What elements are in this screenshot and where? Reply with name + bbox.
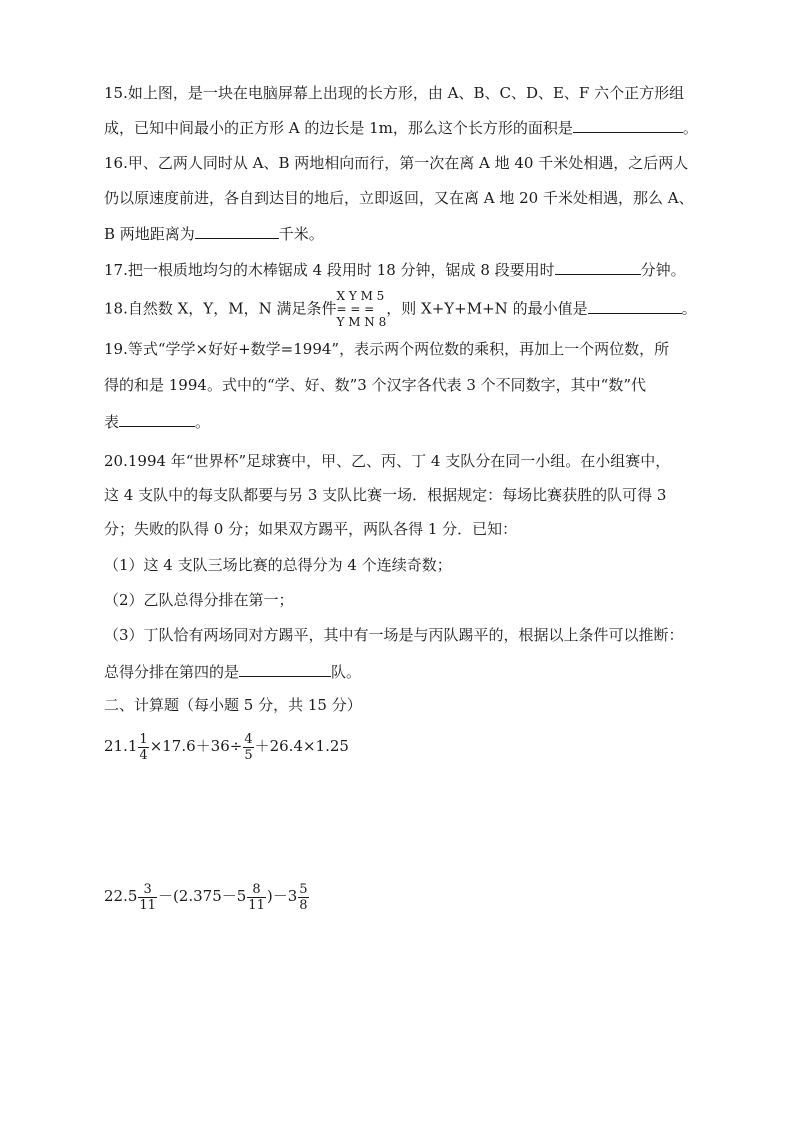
- q20-line-2: [104, 484, 666, 506]
- q15-answer-blank[interactable]: [573, 116, 683, 133]
- section-2-title: 二、计算题（每小题 5 分，共 15 分）: [104, 696, 362, 714]
- q22-fraction-2: [247, 882, 266, 913]
- q20-text-end: 队。: [331, 663, 362, 681]
- q20-condition-3: [104, 624, 684, 646]
- q18-frac-equals: = = =: [336, 302, 375, 316]
- q21-expression: [104, 726, 349, 766]
- q22-frac3-denominator: 8: [299, 897, 308, 913]
- q18-text-prefix: 18.自然数 X，Y，M，N 满足条件: [104, 299, 337, 318]
- q19-text-end: 。: [195, 413, 211, 431]
- q22-frac3-numerator: 5: [299, 881, 308, 897]
- q20-text-2: 这 4 支队中的每支队都要与另 3 支队比赛一场．根据规定：每场比赛获胜的队可得 3: [104, 486, 667, 504]
- q18-line-1: [104, 290, 697, 329]
- q22-expression: [104, 876, 310, 916]
- q18-ratio-fractions: [336, 290, 386, 329]
- q20-line-final: [104, 660, 361, 683]
- q20-answer-blank[interactable]: [239, 660, 331, 677]
- q19-text-3: 表: [104, 413, 120, 431]
- q22-fraction-1: [138, 882, 157, 913]
- q17-answer-blank[interactable]: [555, 258, 641, 275]
- q21-frac1-denominator: 4: [139, 747, 148, 763]
- q15-text-end: 。: [682, 119, 698, 137]
- section-2-heading: [104, 694, 362, 716]
- q20-condition-1-text: （1）这 4 支队三场比赛的总得分为 4 个连续奇数；: [104, 556, 452, 574]
- q22-text-mid2: )－3: [266, 887, 298, 905]
- q20-line-1: [104, 450, 670, 472]
- q21-fraction-2: [243, 732, 253, 763]
- q16-line-2: [104, 187, 694, 209]
- q18-answer-blank[interactable]: [588, 297, 682, 314]
- q22-frac2-denominator: 11: [248, 897, 265, 913]
- q21-text-prefix: 21.1: [104, 737, 138, 755]
- q20-condition-2: [104, 589, 294, 611]
- q19-line-3: [104, 410, 210, 433]
- q15-text-2: 成，已知中间最小的正方形 A 的边长是 1m，那么这个长方形的面积是: [104, 119, 573, 137]
- q19-answer-blank[interactable]: [119, 410, 195, 427]
- q20-line-3: [104, 518, 517, 540]
- q17-text-end: 分钟。: [640, 261, 686, 279]
- q19-line-1: [104, 338, 669, 360]
- q22-frac1-numerator: 3: [138, 882, 157, 898]
- q22-frac2-numerator: 8: [247, 882, 266, 898]
- q21-frac1-numerator: 1: [139, 731, 148, 747]
- q22-fraction-3: [298, 882, 308, 913]
- q16-answer-blank[interactable]: [195, 222, 279, 239]
- q20-text-1: 20.1994 年“世界杯”足球赛中，甲、乙、丙、丁 4 支队分在同一小组。在小组赛中，: [104, 452, 671, 470]
- q15-line-1: [104, 82, 684, 104]
- q18-frac-numerators: X Y M 5: [336, 289, 385, 303]
- q21-frac2-denominator: 5: [244, 747, 253, 763]
- q17-text-1: 17.把一根质地均匀的木棒锯成 4 段用时 18 分钟，锯成 8 段要用时: [104, 261, 555, 279]
- q20-condition-1: [104, 554, 452, 576]
- q17-line-1: [104, 258, 686, 281]
- q15-line-2: [104, 116, 698, 139]
- q15-text-1: 15.如上图，是一块在电脑屏幕上出现的长方形，由 A、B、C、D、E、F 六个正方形组: [104, 84, 685, 102]
- q18-text-suffix: ，则 X+Y+M+N 的最小值是: [386, 299, 588, 318]
- q21-fraction-1: [138, 732, 148, 763]
- q21-text-mid: ×17.6＋36÷: [149, 737, 243, 755]
- q22-text-prefix: 22.5: [104, 887, 138, 905]
- q21-text-end: ＋26.4×1.25: [254, 737, 349, 755]
- q21-frac2-numerator: 4: [244, 731, 253, 747]
- q16-line-3: [104, 222, 324, 245]
- q16-text-end: 千米。: [278, 225, 324, 243]
- q19-line-2: [104, 374, 646, 396]
- q20-text-final: 总得分排在第四的是: [104, 663, 240, 681]
- q18-frac-denominators: Y M N 8: [336, 315, 387, 329]
- q16-line-1: [104, 152, 688, 174]
- q18-text-end: 。: [681, 299, 697, 318]
- q19-text-2: 得的和是 1994。式中的“学、好、数”3 个汉字各代表 3 个不同数字，其中“数”代: [104, 376, 647, 394]
- q16-text-1: 16.甲、乙两人同时从 A、B 两地相向而行，第一次在离 A 地 40 千米处相遇，之后两人: [104, 154, 689, 172]
- q16-text-3: B 两地距离为: [104, 225, 195, 243]
- q22-frac1-denominator: 11: [139, 897, 156, 913]
- q19-text-1: 19.等式“学学×好好+数学=1994”，表示两个两位数的乘积，再加上一个两位数，所: [104, 340, 670, 358]
- q20-condition-3-text: （3）丁队恰有两场同对方踢平，其中有一场是与丙队踢平的，根据以上条件可以推断：: [104, 626, 684, 644]
- q20-condition-2-text: （2）乙队总得分排在第一；: [104, 591, 294, 609]
- q20-text-3: 分；失败的队得 0 分；如果双方踢平，两队各得 1 分．已知：: [104, 520, 518, 538]
- q22-text-mid: －(2.375－5: [157, 887, 247, 905]
- q16-text-2: 仍以原速度前进，各自到达目的地后，立即返回，又在离 A 地 20 千米处相遇，那么 A、: [104, 189, 694, 207]
